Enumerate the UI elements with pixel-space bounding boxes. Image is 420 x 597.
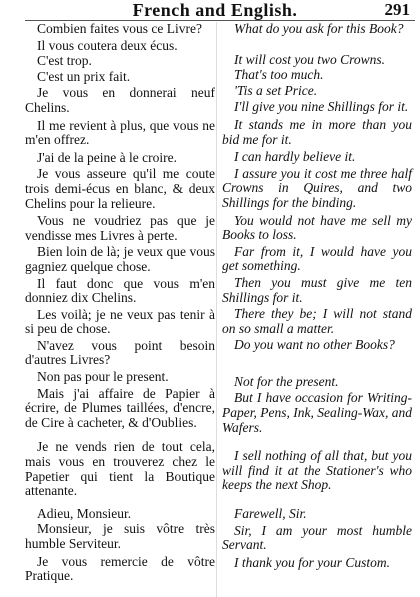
english-line: I thank you for your Custom. (234, 554, 390, 570)
english-line: I sell nothing of all that, but you will find it at the Stationer's who keeps the next Shop. (222, 448, 412, 493)
french-line: Vous ne voudriez pas que je vendisse mes Livres à perte. (25, 213, 215, 243)
column-divider (216, 22, 217, 597)
english-line: What do you ask for this Book? (234, 21, 404, 36)
running-title: French and English. (132, 0, 298, 20)
english-line: Sir, I am your most humble Servant. (222, 522, 412, 553)
english-line: Far from it, I would have you get something. (222, 243, 412, 274)
english-line: But I have occasion for Writing-Paper, Pens, Ink, Sealing-Wax, and Wafers. (222, 390, 412, 435)
english-line: I'll give you nine Shillings for it. (234, 99, 409, 115)
french-line: Non pas pour le present. (37, 369, 169, 385)
french-line: Je vous en donnerai neuf Chelins. (25, 85, 215, 115)
english-line: There they be; I will not stand on so small a matter. (222, 306, 412, 336)
english-line: Farewell, Sir. (234, 506, 307, 522)
english-line: Do you want no other Books? (234, 337, 395, 353)
running-header (0, 0, 420, 22)
french-line: Monsieur, je suis vôtre très humble Serviteur. (25, 521, 215, 551)
french-line: Je vous asseure qu'il me coute trois demi-écus en blanc, & deux Chelins pour la relieure. (25, 166, 215, 211)
french-line: Bien loin de là; je veux que vous gagniez quelque chose. (25, 244, 215, 274)
page-number: 291 (384, 0, 410, 19)
french-column (25, 22, 215, 584)
french-line: Mais j'ai affaire de Papier à écrire, de Plumes taillées, d'encre, de Cire à cacheter, & d'Oublies. (25, 385, 215, 430)
french-line: Les voilà; je ne veux pas tenir à si peu de chose. (25, 306, 215, 337)
french-line: Il faut donc que vous m'en donniez dix Chelins. (25, 275, 215, 306)
french-line: Combien faites vous ce Livre? (37, 21, 202, 36)
english-line: I assure you it cost me three half Crowns in Quires, and two Shillings for the binding. (222, 165, 412, 210)
french-line: J'ai de la peine à le croire. (37, 149, 177, 165)
english-line: I can hardly believe it. (234, 149, 356, 165)
french-line: C'est un prix fait. (37, 68, 131, 84)
english-line: That's too much. (234, 67, 324, 83)
english-line: You would not have me sell my Books to loss. (222, 212, 412, 243)
french-line: Adieu, Monsieur. (37, 505, 132, 521)
english-line: Then you must give me ten Shillings for it. (222, 274, 412, 305)
english-line: 'Tis a set Price. (234, 82, 318, 98)
english-column (222, 22, 412, 570)
french-line: N'avez vous point besoin d'autres Livres? (25, 337, 215, 368)
english-line: It will cost you two Crowns. (234, 51, 386, 67)
french-line: Il me revient à plus, que vous ne m'en offrez. (25, 117, 215, 148)
french-line: C'est trop. (37, 53, 92, 69)
english-line: It stands me in more than you bid me for it. (222, 116, 412, 147)
french-line: Il vous coutera deux écus. (37, 37, 178, 53)
french-line: Je vous remercie de vôtre Pratique. (25, 553, 215, 584)
french-line: Je ne vends rien de tout cela, mais vous en trouverez chez le Papetier qui tient la Boutique attenante. (25, 439, 215, 499)
english-line: Not for the present. (234, 373, 339, 389)
